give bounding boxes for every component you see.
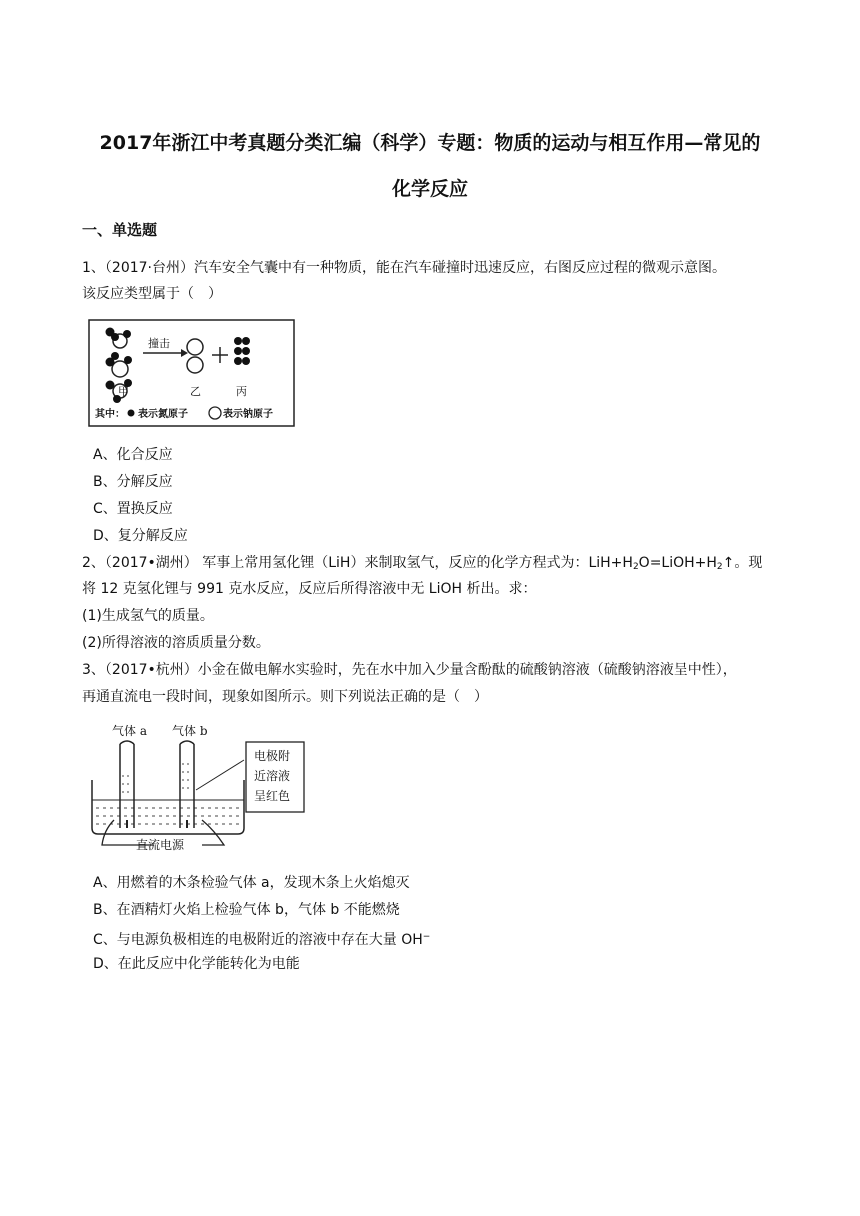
- label-yi: 乙: [190, 385, 201, 398]
- q2-stem-line1: 2、（2017•湖州） 军事上常用氢化锂（LiH）来制取氢气，反应的化学方程式为：$LiH+H_2O=LiOH+H_2↑$。现: [82, 555, 763, 572]
- label-jia: 甲: [118, 385, 129, 398]
- q2-part1: (1)生成氢气的质量。: [82, 608, 214, 624]
- q3-electrolysis-diagram: [84, 720, 314, 860]
- doc-title-line1: 2017年浙江中考真题分类汇编（科学）专题：物质的运动与相互作用—常见的: [99, 132, 761, 154]
- note-line1: 电极附: [254, 749, 291, 763]
- note-line3: 呈红色: [254, 789, 291, 803]
- q2-part2: (2)所得溶液的溶质质量分数。: [82, 635, 270, 651]
- q1-option-b: B、分解反应: [93, 474, 173, 490]
- legend-prefix: 其中：: [95, 409, 125, 420]
- legend-sodium: 表示钠原子: [223, 409, 273, 420]
- q1-option-d: D、复分解反应: [93, 528, 188, 544]
- q1-option-a: A、化合反应: [93, 447, 173, 463]
- q3-option-d: D、在此反应中化学能转化为电能: [93, 956, 300, 972]
- q1-reaction-diagram: [88, 319, 298, 429]
- q3-option-b: B、在酒精灯火焰上检验气体 b，气体 b 不能燃烧: [93, 902, 400, 918]
- q3-stem-line2: 再通直流电一段时间，现象如图所示。则下列说法正确的是（ ）: [82, 689, 488, 705]
- legend-nitrogen: 表示氮原子: [138, 409, 188, 420]
- note-line2: 近溶液: [254, 769, 291, 783]
- arrow-label: 撞击: [148, 337, 170, 350]
- q3-option-c: C、与电源负极相连的电极附近的溶液中存在大量 OH−: [93, 932, 431, 948]
- gas-a-label: 气体 a: [112, 724, 147, 738]
- gas-b-label: 气体 b: [172, 724, 208, 738]
- q1-stem-line2: 该反应类型属于（ ）: [82, 286, 222, 302]
- label-bing: 丙: [236, 385, 247, 398]
- section-heading: 一、单选题: [82, 221, 158, 239]
- q2-stem-line2: 将 12 克氢化锂与 991 克水反应，反应后所得溶液中无 LiOH 析出。求：: [82, 581, 537, 597]
- q3-stem-line1: 3、（2017•杭州）小金在做电解水实验时，先在水中加入少量含酚酞的硫酸钠溶液（硫酸钠溶液呈中性），: [82, 662, 737, 678]
- q1-option-c: C、置换反应: [93, 501, 173, 517]
- doc-title-line2: 化学反应: [391, 178, 468, 200]
- q3-option-a: A、用燃着的木条检验气体 a，发现木条上火焰熄灭: [93, 875, 410, 891]
- power-label: 直流电源: [136, 838, 185, 852]
- q1-stem-line1: 1、（2017·台州）汽车安全气囊中有一种物质，能在汽车碰撞时迅速反应，右图反应过程的微观示意图。: [82, 260, 726, 276]
